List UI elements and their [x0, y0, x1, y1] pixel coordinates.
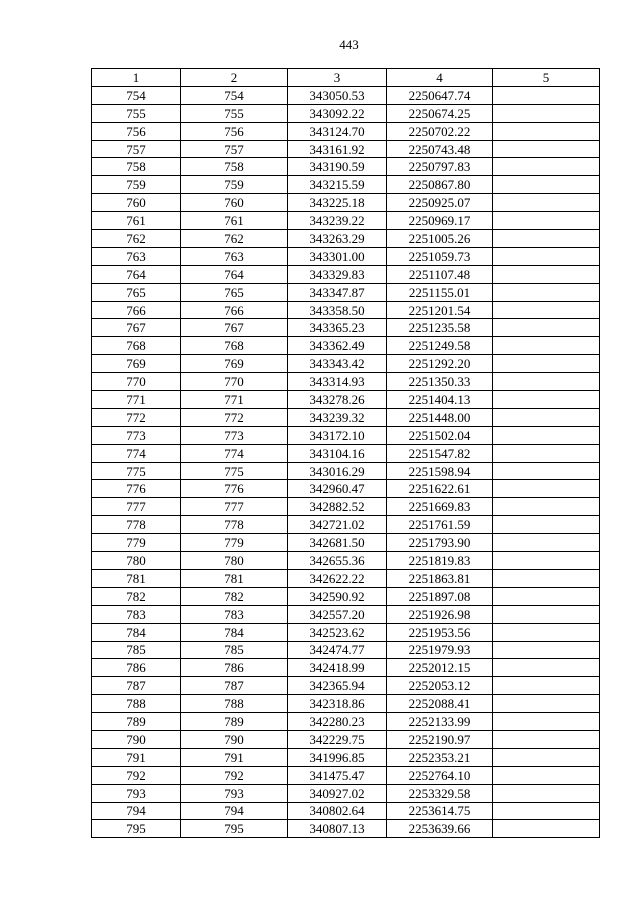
column-header: 3: [288, 69, 387, 87]
column-header: 4: [387, 69, 493, 87]
table-cell: [493, 605, 600, 623]
table-cell: [493, 516, 600, 534]
table-cell: 765: [181, 283, 288, 301]
table-cell: 2251448.00: [387, 408, 493, 426]
table-cell: 342655.36: [288, 552, 387, 570]
table-row: [92, 569, 600, 587]
table-cell: [493, 301, 600, 319]
table-row: [92, 265, 600, 283]
table-cell: 770: [92, 373, 181, 391]
table-cell: [493, 408, 600, 426]
table-cell: 783: [92, 605, 181, 623]
table-cell: [493, 355, 600, 373]
table-cell: 777: [92, 498, 181, 516]
table-row: [92, 534, 600, 552]
table-cell: 757: [92, 140, 181, 158]
table-cell: [493, 695, 600, 713]
table-cell: 782: [181, 587, 288, 605]
table-cell: [493, 784, 600, 802]
table-cell: [493, 86, 600, 104]
table-cell: 781: [181, 569, 288, 587]
table-cell: [493, 498, 600, 516]
table-cell: 2251404.13: [387, 391, 493, 409]
table-cell: 770: [181, 373, 288, 391]
table-row: [92, 623, 600, 641]
table-cell: [493, 283, 600, 301]
table-cell: 772: [181, 408, 288, 426]
table-cell: 2250925.07: [387, 194, 493, 212]
table-row: [92, 408, 600, 426]
table-cell: 766: [92, 301, 181, 319]
table-cell: 2252133.99: [387, 713, 493, 731]
table-row: [92, 605, 600, 623]
table-cell: 2252764.10: [387, 766, 493, 784]
table-cell: 767: [92, 319, 181, 337]
table-cell: 2252012.15: [387, 659, 493, 677]
table-header-row: [92, 69, 600, 87]
table-row: [92, 730, 600, 748]
table-cell: 784: [181, 623, 288, 641]
table-row: [92, 247, 600, 265]
table-cell: 342418.99: [288, 659, 387, 677]
table-row: [92, 587, 600, 605]
table-cell: 795: [181, 820, 288, 838]
table-cell: 2253614.75: [387, 802, 493, 820]
table-row: [92, 158, 600, 176]
table-cell: 342280.23: [288, 713, 387, 731]
table-cell: 789: [181, 713, 288, 731]
table-cell: [493, 391, 600, 409]
table-cell: 2251622.61: [387, 480, 493, 498]
table-row: [92, 230, 600, 248]
table-cell: 756: [181, 122, 288, 140]
table-cell: 794: [181, 802, 288, 820]
table-cell: 2251201.54: [387, 301, 493, 319]
table-cell: 2251979.93: [387, 641, 493, 659]
table-cell: 769: [181, 355, 288, 373]
table-cell: 2250797.83: [387, 158, 493, 176]
table-row: [92, 391, 600, 409]
table-cell: 759: [181, 176, 288, 194]
table-cell: 762: [181, 230, 288, 248]
table-body: [92, 86, 600, 837]
table-cell: 765: [92, 283, 181, 301]
page-number: 443: [339, 37, 359, 52]
table-cell: 343050.53: [288, 86, 387, 104]
table-cell: 342721.02: [288, 516, 387, 534]
table-cell: [493, 713, 600, 731]
table-cell: 342557.20: [288, 605, 387, 623]
table-cell: 773: [181, 426, 288, 444]
table-cell: 2251059.73: [387, 247, 493, 265]
table-cell: 343104.16: [288, 444, 387, 462]
table-cell: 2251897.08: [387, 587, 493, 605]
table-cell: 779: [181, 534, 288, 552]
table-cell: 761: [92, 212, 181, 230]
table-cell: 769: [92, 355, 181, 373]
table-cell: 2253639.66: [387, 820, 493, 838]
table-cell: 2251155.01: [387, 283, 493, 301]
table-cell: [493, 158, 600, 176]
table-cell: 774: [181, 444, 288, 462]
table-row: [92, 373, 600, 391]
table-cell: 2252088.41: [387, 695, 493, 713]
table-cell: 795: [92, 820, 181, 838]
table-cell: [493, 641, 600, 659]
table-cell: 342229.75: [288, 730, 387, 748]
table-row: [92, 498, 600, 516]
table-cell: 790: [92, 730, 181, 748]
table-row: [92, 194, 600, 212]
table-cell: [493, 140, 600, 158]
table-cell: 343358.50: [288, 301, 387, 319]
table-cell: 763: [181, 247, 288, 265]
table-cell: 777: [181, 498, 288, 516]
table-cell: [493, 265, 600, 283]
table-row: [92, 355, 600, 373]
table-cell: 788: [92, 695, 181, 713]
table-row: [92, 695, 600, 713]
table-cell: 2251669.83: [387, 498, 493, 516]
table-cell: 785: [92, 641, 181, 659]
table-cell: 2250674.25: [387, 104, 493, 122]
table-cell: 768: [92, 337, 181, 355]
table-cell: 773: [92, 426, 181, 444]
table-cell: 340802.64: [288, 802, 387, 820]
table-row: [92, 641, 600, 659]
table-cell: [493, 230, 600, 248]
table-cell: 775: [92, 462, 181, 480]
table-cell: [493, 212, 600, 230]
table-cell: [493, 426, 600, 444]
table-cell: 782: [92, 587, 181, 605]
table-row: [92, 283, 600, 301]
table-row: [92, 820, 600, 838]
table-cell: [493, 337, 600, 355]
table-cell: 758: [92, 158, 181, 176]
table-cell: 343347.87: [288, 283, 387, 301]
table-cell: 757: [181, 140, 288, 158]
table-cell: 2252353.21: [387, 748, 493, 766]
column-header: 1: [92, 69, 181, 87]
table-cell: 779: [92, 534, 181, 552]
table-cell: [493, 730, 600, 748]
table-cell: 342523.62: [288, 623, 387, 641]
table-row: [92, 86, 600, 104]
table-cell: 2251107.48: [387, 265, 493, 283]
table-cell: 756: [92, 122, 181, 140]
table-cell: 776: [181, 480, 288, 498]
table-cell: 342882.52: [288, 498, 387, 516]
table-row: [92, 552, 600, 570]
table-cell: 2251953.56: [387, 623, 493, 641]
table-cell: 2251793.90: [387, 534, 493, 552]
table-cell: 2251819.83: [387, 552, 493, 570]
table-cell: 764: [181, 265, 288, 283]
table-cell: 788: [181, 695, 288, 713]
table-cell: 343225.18: [288, 194, 387, 212]
table-cell: 343239.32: [288, 408, 387, 426]
table-cell: 754: [181, 86, 288, 104]
table-row: [92, 677, 600, 695]
table-cell: 342365.94: [288, 677, 387, 695]
table-row: [92, 319, 600, 337]
table-cell: 341996.85: [288, 748, 387, 766]
table-cell: 343016.29: [288, 462, 387, 480]
table-cell: 761: [181, 212, 288, 230]
table-cell: 2251863.81: [387, 569, 493, 587]
table-cell: 784: [92, 623, 181, 641]
table-cell: 2251926.98: [387, 605, 493, 623]
table-cell: 2251598.94: [387, 462, 493, 480]
table-cell: 787: [181, 677, 288, 695]
coordinates-table: [91, 68, 600, 838]
table-cell: 786: [181, 659, 288, 677]
table-cell: 766: [181, 301, 288, 319]
table-row: [92, 122, 600, 140]
table-row: [92, 802, 600, 820]
table-cell: 776: [92, 480, 181, 498]
table-cell: 340927.02: [288, 784, 387, 802]
table-cell: 2252190.97: [387, 730, 493, 748]
table-cell: [493, 194, 600, 212]
table-cell: 343124.70: [288, 122, 387, 140]
table-cell: 343329.83: [288, 265, 387, 283]
table-row: [92, 301, 600, 319]
column-header: 2: [181, 69, 288, 87]
table-cell: 343263.29: [288, 230, 387, 248]
table-cell: [493, 820, 600, 838]
table-cell: [493, 122, 600, 140]
table-cell: 2251249.58: [387, 337, 493, 355]
table-cell: 768: [181, 337, 288, 355]
table-row: [92, 426, 600, 444]
table-cell: 340807.13: [288, 820, 387, 838]
table-cell: 789: [92, 713, 181, 731]
table-cell: 343215.59: [288, 176, 387, 194]
table-row: [92, 462, 600, 480]
table-cell: 755: [92, 104, 181, 122]
table-cell: 791: [181, 748, 288, 766]
table-row: [92, 748, 600, 766]
table-cell: 2250867.80: [387, 176, 493, 194]
table-cell: 342318.86: [288, 695, 387, 713]
table-cell: 775: [181, 462, 288, 480]
table-cell: 343190.59: [288, 158, 387, 176]
table-row: [92, 176, 600, 194]
table-cell: 2250969.17: [387, 212, 493, 230]
column-header: 5: [493, 69, 600, 87]
table-cell: [493, 587, 600, 605]
table-cell: 787: [92, 677, 181, 695]
table-row: [92, 140, 600, 158]
table-cell: 343172.10: [288, 426, 387, 444]
table-row: [92, 480, 600, 498]
table-cell: 780: [92, 552, 181, 570]
table-cell: 342590.92: [288, 587, 387, 605]
table-cell: 2251547.82: [387, 444, 493, 462]
table-cell: 762: [92, 230, 181, 248]
table-cell: 763: [92, 247, 181, 265]
table-cell: 794: [92, 802, 181, 820]
table-cell: 2253329.58: [387, 784, 493, 802]
table-row: [92, 713, 600, 731]
table-cell: 772: [92, 408, 181, 426]
table-cell: 792: [92, 766, 181, 784]
table-cell: 343278.26: [288, 391, 387, 409]
table-cell: 2251761.59: [387, 516, 493, 534]
table-row: [92, 766, 600, 784]
table-cell: 771: [92, 391, 181, 409]
table-cell: 343365.23: [288, 319, 387, 337]
table-cell: 778: [181, 516, 288, 534]
table-row: [92, 337, 600, 355]
table-cell: 2251292.20: [387, 355, 493, 373]
table-cell: 343239.22: [288, 212, 387, 230]
table-cell: [493, 480, 600, 498]
table-cell: [493, 247, 600, 265]
table-cell: [493, 748, 600, 766]
table-cell: 774: [92, 444, 181, 462]
table-cell: [493, 444, 600, 462]
table-cell: 786: [92, 659, 181, 677]
table-cell: 343092.22: [288, 104, 387, 122]
table-cell: 755: [181, 104, 288, 122]
table-cell: [493, 802, 600, 820]
table-cell: 760: [92, 194, 181, 212]
table-cell: 758: [181, 158, 288, 176]
table-cell: 771: [181, 391, 288, 409]
table-cell: 2251502.04: [387, 426, 493, 444]
table-cell: 2250702.22: [387, 122, 493, 140]
table-cell: 343301.00: [288, 247, 387, 265]
table-cell: 341475.47: [288, 766, 387, 784]
table-cell: 343343.42: [288, 355, 387, 373]
table-cell: 342960.47: [288, 480, 387, 498]
table-cell: 342474.77: [288, 641, 387, 659]
table-row: [92, 784, 600, 802]
table-cell: 792: [181, 766, 288, 784]
table-cell: [493, 552, 600, 570]
table-cell: 780: [181, 552, 288, 570]
table-cell: 2251235.58: [387, 319, 493, 337]
table-cell: 785: [181, 641, 288, 659]
table-cell: [493, 659, 600, 677]
table-cell: [493, 677, 600, 695]
table-cell: 790: [181, 730, 288, 748]
table-cell: 754: [92, 86, 181, 104]
table-row: [92, 444, 600, 462]
table-cell: 760: [181, 194, 288, 212]
table-cell: [493, 462, 600, 480]
table-cell: [493, 569, 600, 587]
table-cell: 778: [92, 516, 181, 534]
table-row: [92, 104, 600, 122]
table-cell: 783: [181, 605, 288, 623]
table-cell: [493, 534, 600, 552]
table-cell: 767: [181, 319, 288, 337]
table-row: [92, 516, 600, 534]
table-cell: 759: [92, 176, 181, 194]
table-cell: 781: [92, 569, 181, 587]
table-cell: 793: [92, 784, 181, 802]
table-cell: 791: [92, 748, 181, 766]
table-cell: 764: [92, 265, 181, 283]
table-cell: [493, 766, 600, 784]
table-cell: 793: [181, 784, 288, 802]
table-row: [92, 659, 600, 677]
table-row: [92, 212, 600, 230]
table-cell: [493, 319, 600, 337]
table-cell: 343362.49: [288, 337, 387, 355]
table-cell: [493, 623, 600, 641]
table-cell: 343161.92: [288, 140, 387, 158]
table-cell: 342681.50: [288, 534, 387, 552]
table-cell: 2252053.12: [387, 677, 493, 695]
table-cell: 2250743.48: [387, 140, 493, 158]
table-cell: [493, 373, 600, 391]
table-cell: [493, 176, 600, 194]
table-cell: 2251005.26: [387, 230, 493, 248]
table-cell: [493, 104, 600, 122]
table-cell: 343314.93: [288, 373, 387, 391]
table-cell: 342622.22: [288, 569, 387, 587]
table-cell: 2251350.33: [387, 373, 493, 391]
table-cell: 2250647.74: [387, 86, 493, 104]
